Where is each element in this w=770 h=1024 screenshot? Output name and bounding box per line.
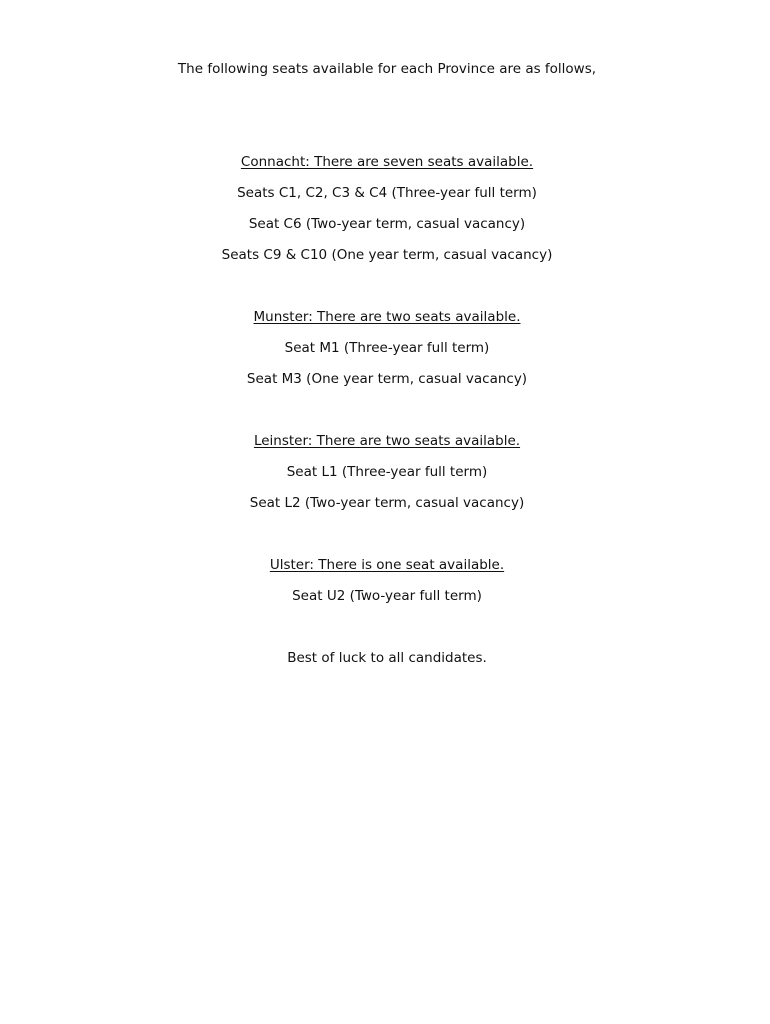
seat-line: Seat C6 (Two-year term, casual vacancy) xyxy=(248,216,526,232)
province-heading-munster: Munster: There are two seats available. xyxy=(253,309,521,325)
province-heading-leinster: Leinster: There are two seats available. xyxy=(253,433,521,449)
seat-line: Seat U2 (Two-year full term) xyxy=(292,588,482,604)
seat-line: Seat L2 (Two-year term, casual vacancy) xyxy=(249,495,525,511)
seat-line: Seats C1, C2, C3 & C4 (Three-year full term) xyxy=(237,185,537,201)
seat-line: Seat M1 (Three-year full term) xyxy=(284,340,490,356)
province-heading-ulster: Ulster: There is one seat available. xyxy=(269,557,505,573)
seat-line: Seat M3 (One year term, casual vacancy) xyxy=(246,371,528,387)
intro-text: The following seats available for each Province are as follows, xyxy=(177,61,597,77)
province-heading-connacht: Connacht: There are seven seats available. xyxy=(240,154,534,170)
seat-line: Seats C9 & C10 (One year term, casual vacancy) xyxy=(221,247,553,263)
seat-line: Seat L1 (Three-year full term) xyxy=(286,464,488,480)
closing-text: Best of luck to all candidates. xyxy=(287,650,487,666)
